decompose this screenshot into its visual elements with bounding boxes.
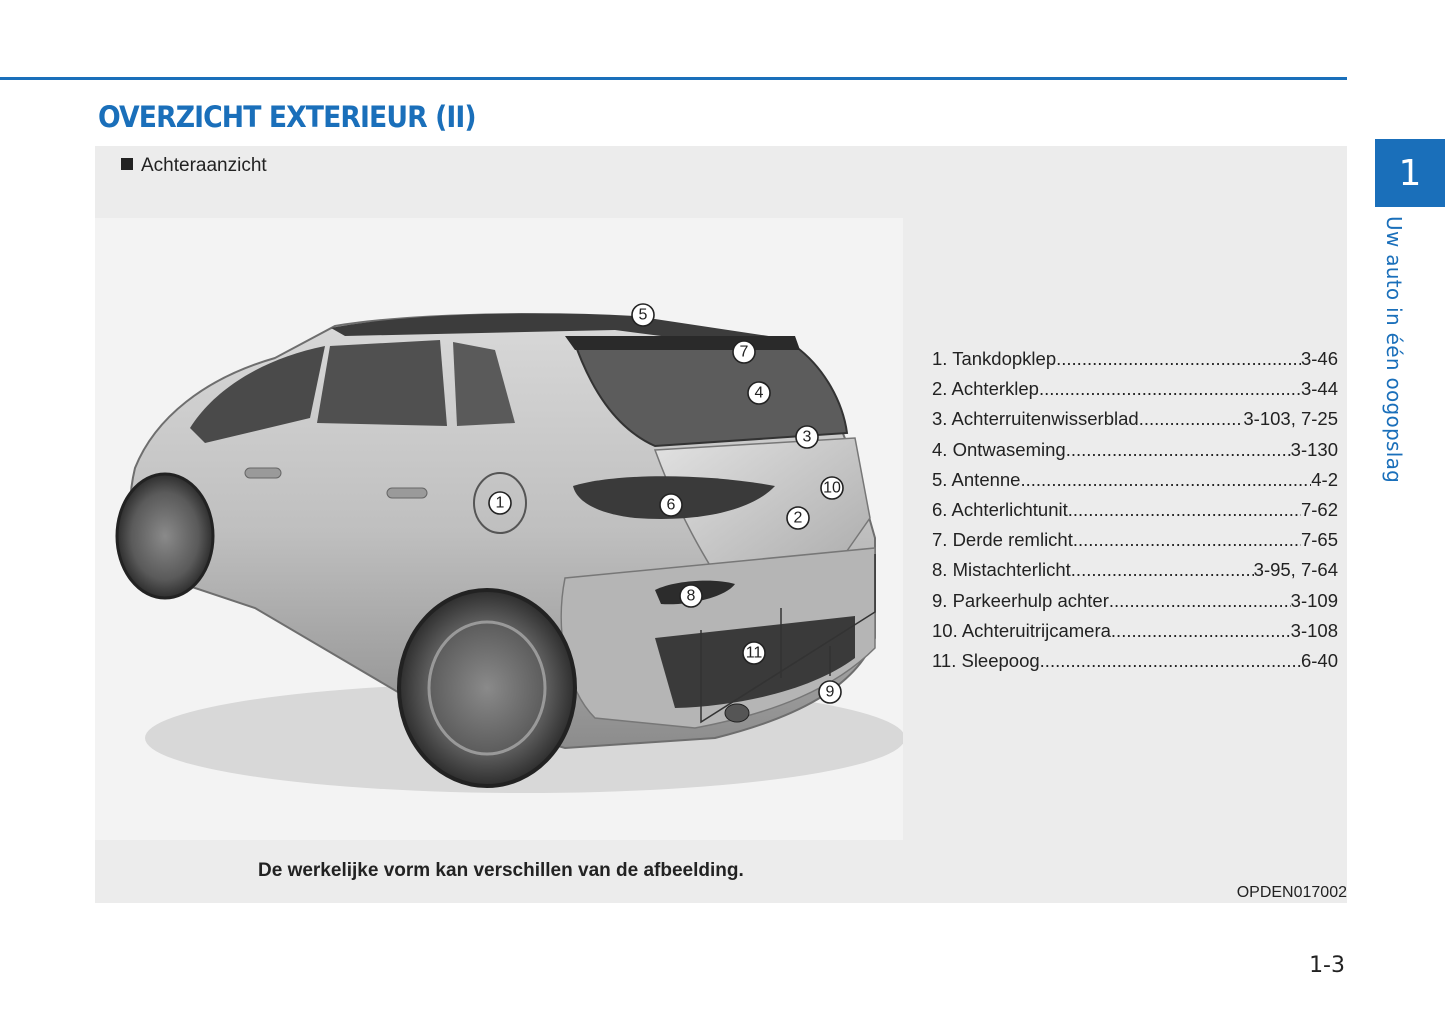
callout-1 bbox=[489, 492, 511, 514]
list-item: 4. Ontwaseming ..... 3-130 bbox=[932, 439, 1338, 469]
side-window-middle bbox=[317, 340, 447, 426]
door-handle-rear bbox=[387, 488, 427, 498]
square-bullet-icon bbox=[121, 158, 133, 170]
rear-spoiler bbox=[565, 336, 800, 350]
front-wheel bbox=[117, 474, 213, 598]
list-item: 11. Sleepoog ..... 6-40 bbox=[932, 650, 1338, 680]
callout-9 bbox=[819, 681, 841, 703]
top-rule bbox=[0, 77, 1347, 80]
svg-text:6: 6 bbox=[666, 496, 676, 514]
chapter-number: 1 bbox=[1398, 152, 1422, 194]
list-item: 8. Mistachterlicht ..... 3-95, 7-64 bbox=[932, 559, 1338, 589]
rear-wheel bbox=[399, 590, 575, 786]
car-illustration-svg bbox=[95, 218, 903, 840]
section-label bbox=[121, 155, 267, 177]
callout-2 bbox=[787, 507, 809, 529]
disclaimer-text: De werkelijke vorm kan verschillen van de afbeelding. bbox=[258, 860, 744, 881]
svg-text:4: 4 bbox=[754, 384, 764, 402]
chapter-tab bbox=[1375, 139, 1445, 207]
parts-list bbox=[932, 348, 1338, 680]
callout-11 bbox=[743, 642, 765, 664]
section-label-text: Achteraanzicht bbox=[141, 155, 267, 176]
callout-5 bbox=[632, 304, 654, 326]
svg-text:8: 8 bbox=[686, 587, 696, 605]
svg-text:10: 10 bbox=[823, 479, 841, 497]
callout-8 bbox=[680, 585, 702, 607]
list-item: 5. Antenne ..... 4-2 bbox=[932, 469, 1338, 499]
svg-text:2: 2 bbox=[793, 509, 803, 527]
svg-text:1: 1 bbox=[495, 494, 505, 512]
list-item: 7. Derde remlicht ..... 7-65 bbox=[932, 529, 1338, 559]
list-item: 2. Achterklep ..... 3-44 bbox=[932, 378, 1338, 408]
chapter-title-vertical: Uw auto in één oogopslag bbox=[1382, 216, 1406, 484]
door-handle-front bbox=[245, 468, 281, 478]
page-number: 1-3 bbox=[1309, 953, 1345, 978]
callout-3 bbox=[796, 426, 818, 448]
exhaust-pipe bbox=[725, 704, 749, 722]
list-item: 6. Achterlichtunit ..... 7-62 bbox=[932, 499, 1338, 529]
list-item: 9. Parkeerhulp achter ..... 3-109 bbox=[932, 590, 1338, 620]
svg-text:5: 5 bbox=[638, 306, 648, 324]
callout-7 bbox=[733, 341, 755, 363]
image-code: OPDEN017002 bbox=[1236, 884, 1347, 901]
page-title: OVERZICHT EXTERIEUR (II) bbox=[98, 100, 476, 134]
svg-text:11: 11 bbox=[745, 644, 763, 662]
car-rear-illustration bbox=[95, 218, 903, 840]
callout-10 bbox=[821, 477, 843, 499]
list-item: 3. Achterruitenwisserblad ..... 3-103, 7-25 bbox=[932, 408, 1338, 438]
svg-text:9: 9 bbox=[825, 683, 835, 701]
svg-text:7: 7 bbox=[739, 343, 749, 361]
callout-4 bbox=[748, 382, 770, 404]
list-item: 10. Achteruitrijcamera ..... 3-108 bbox=[932, 620, 1338, 650]
list-item: 1. Tankdopklep ..... 3-46 bbox=[932, 348, 1338, 378]
callout-6 bbox=[660, 494, 682, 516]
svg-text:3: 3 bbox=[802, 428, 812, 446]
